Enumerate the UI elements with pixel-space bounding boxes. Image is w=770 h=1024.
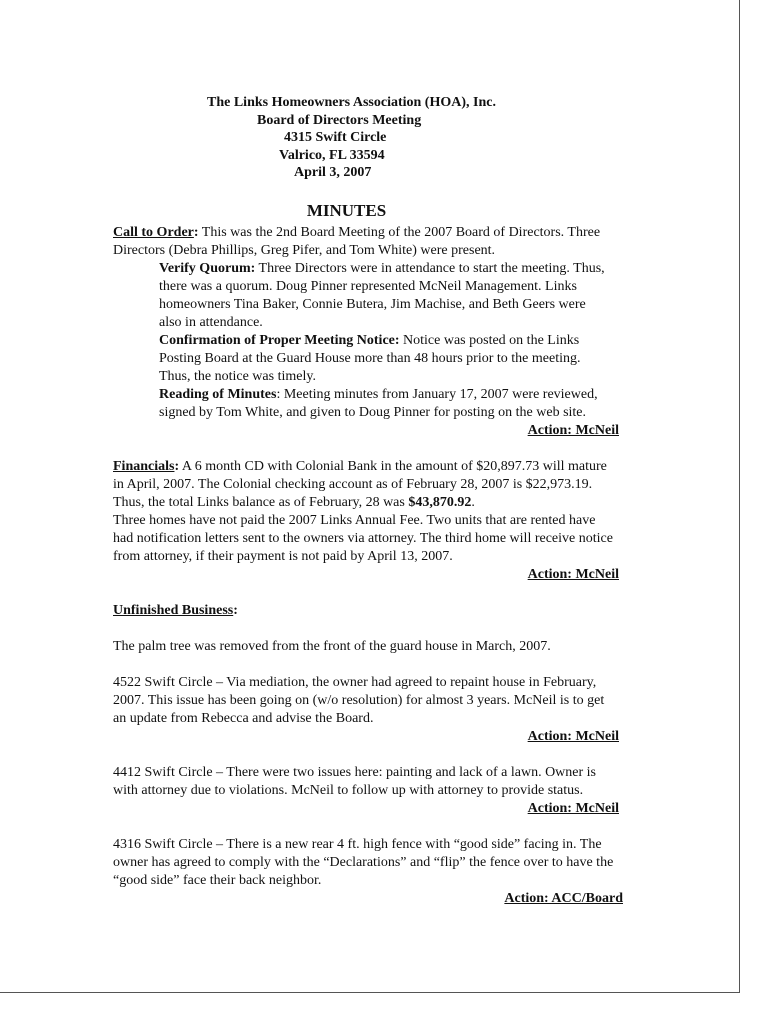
meeting-notice-label: Confirmation of Proper Meeting Notice:	[159, 333, 400, 348]
item-4522-action: Action: McNeil	[527, 729, 619, 744]
financials-line-4: Three homes have not paid the 2007 Links Annual Fee. Two units that are rented have	[113, 513, 596, 528]
meeting-notice-line-2: Posting Board at the Guard House more than 48 hours prior to the meeting.	[159, 351, 581, 366]
verify-quorum-line-2: there was a quorum. Doug Pinner represented McNeil Management. Links	[159, 279, 577, 294]
meeting-notice-text: Notice was posted on the Links	[399, 333, 580, 348]
unfinished-colon: :	[233, 603, 238, 618]
meeting-notice-line-3: Thus, the notice was timely.	[159, 369, 316, 384]
page-edge-bottom	[0, 992, 740, 993]
spacer	[113, 440, 673, 458]
call-to-order-heading: Call to Order	[113, 225, 194, 240]
minutes-body	[113, 224, 673, 908]
financials-line-6: from attorney, if their payment is not paid by April 13, 2007.	[113, 549, 453, 564]
financials-text-3: Thus, the total Links balance as of February, 28 was	[113, 495, 409, 510]
financials-colon: :	[174, 459, 180, 474]
item-4316-action: Action: ACC/Board	[504, 891, 623, 906]
financials-text-1: A 6 month CD with Colonial Bank in the amount of $20,897.73 will mature	[179, 459, 607, 474]
item-4412-line-1: 4412 Swift Circle – There were two issues here: painting and lack of a lawn. Owner is	[113, 765, 596, 780]
document-title: MINUTES	[306, 201, 387, 220]
financials-line-3	[113, 494, 673, 512]
meeting-type: Board of Directors Meeting	[257, 112, 422, 128]
item-4316-line-1: 4316 Swift Circle – There is a new rear 4 ft. high fence with “good side” facing in. The	[113, 837, 602, 852]
financials-line-5: had notification letters sent to the owners via attorney. The third home will receive notice	[113, 531, 613, 546]
reading-minutes-line-2: signed by Tom White, and given to Doug Pinner for posting on the web site.	[159, 405, 587, 420]
financials-line-2: in April, 2007. The Colonial checking account as of February 28, 2007 is $22,973.19.	[113, 477, 593, 492]
verify-quorum-line-3: homeowners Tina Baker, Connie Butera, Jim Machise, and Beth Geers were	[159, 297, 586, 312]
call-to-order-line-2: Directors (Debra Phillips, Greg Pifer, and Tom White) were present.	[113, 243, 496, 258]
spacer	[113, 584, 673, 602]
financials-action: Action: McNeil	[527, 567, 619, 582]
item-4412-line-2: with attorney due to violations. McNeil to follow up with attorney to provide status.	[113, 783, 584, 798]
reading-minutes-line-1	[113, 386, 673, 404]
meeting-date: April 3, 2007	[294, 165, 372, 181]
association-name: The Links Homeowners Association (HOA), Inc.	[207, 95, 496, 110]
reading-minutes-label: Reading of Minutes	[159, 387, 277, 402]
spacer	[113, 620, 673, 638]
verify-quorum-label: Verify Quorum:	[159, 261, 256, 276]
financials-line-1	[113, 458, 673, 476]
spacer	[113, 656, 673, 674]
verify-quorum-line-1	[113, 260, 673, 278]
item-4522-line-1: 4522 Swift Circle – Via mediation, the owner had agreed to repaint house in February,	[113, 675, 597, 690]
reading-minutes-text: : Meeting minutes from January 17, 2007 were reviewed,	[276, 387, 598, 402]
verify-quorum-text: Three Directors were in attendance to start the meeting. Thus,	[255, 261, 605, 276]
total-balance: $43,870.92	[408, 495, 472, 510]
call-to-order-line-1	[113, 224, 673, 242]
financials-period: .	[471, 495, 475, 510]
meeting-address: 4315 Swift Circle	[284, 130, 387, 146]
item-4412-action: Action: McNeil	[527, 801, 619, 816]
item-4316-line-2: owner has agreed to comply with the “Declarations” and “flip” the fence over to have the	[113, 855, 614, 870]
call-to-order-colon: :	[193, 225, 199, 240]
spacer	[113, 818, 673, 836]
item-4522-line-2: 2007. This issue has been going on (w/o resolution) for almost 3 years. McNeil is to get	[113, 693, 605, 708]
unfinished-business-heading: Unfinished Business	[113, 603, 234, 618]
meeting-notice-line-1	[113, 332, 673, 350]
item-4316-line-3: “good side” face their back neighbor.	[113, 873, 322, 888]
document-header	[0, 94, 740, 182]
spacer	[113, 746, 673, 764]
item-4522-line-3: an update from Rebecca and advise the Board.	[113, 711, 374, 726]
reading-minutes-action: Action: McNeil	[527, 423, 619, 438]
palm-tree-item: The palm tree was removed from the front of the guard house in March, 2007.	[113, 639, 551, 654]
verify-quorum-line-4: also in attendance.	[159, 315, 263, 330]
financials-heading: Financials	[113, 459, 175, 474]
unfinished-heading-line	[113, 602, 673, 620]
meeting-city: Valrico, FL 33594	[279, 147, 385, 163]
call-to-order-text-1: This was the 2nd Board Meeting of the 2007 Board of Directors. Three	[198, 225, 601, 240]
